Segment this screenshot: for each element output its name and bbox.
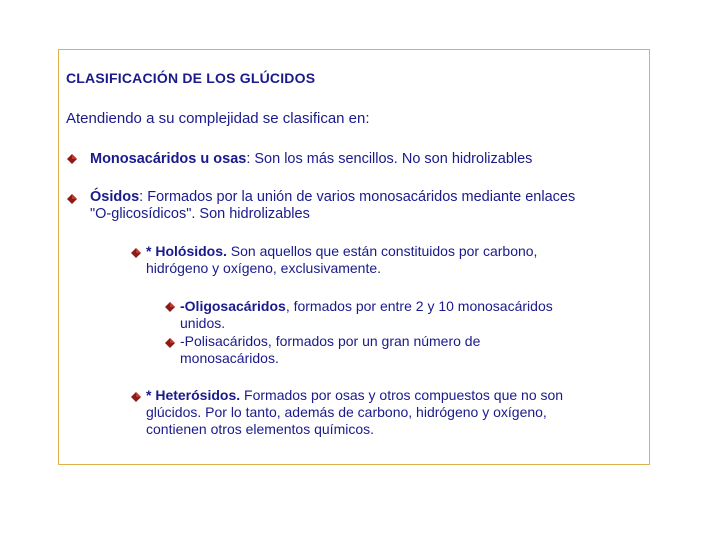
bullet-icon: [131, 248, 141, 258]
desc-heterosidos-line1: Formados por osas y otros compuestos que no son: [240, 387, 564, 403]
desc-monosacaridos: : Son los más sencillos. No son hidrolizables: [246, 151, 533, 167]
page-title: CLASIFICACIÓN DE LOS GLÚCIDOS: [66, 70, 316, 86]
bullet-icon: [67, 154, 77, 164]
intro-text: Atendiendo a su complejidad se clasifican en:: [66, 110, 370, 127]
list-item-polisacaridos: [180, 333, 480, 367]
desc-holosidos-line2: hidrógeno y oxígeno, exclusivamente.: [146, 260, 382, 276]
term-osidos: Ósidos: [90, 189, 140, 205]
desc-heterosidos-line3: contienen otros elementos químicos.: [146, 421, 375, 437]
desc-osidos-line1: : Formados por la unión de varios monosacáridos mediante enlaces: [139, 189, 576, 205]
list-item-monosacaridos: [90, 151, 532, 168]
desc-oligosacaridos-line1: , formados por entre 2 y 10 monosacáridos: [285, 298, 553, 314]
term-heterosidos: * Heterósidos.: [146, 387, 241, 403]
list-item-osidos: [90, 189, 575, 223]
desc-osidos-line2: "O-glicosídicos". Son hidrolizables: [90, 206, 310, 222]
desc-oligosacaridos-line2: unidos.: [180, 315, 226, 331]
list-item-heterosidos: [146, 387, 563, 438]
term-holosidos: * Holósidos.: [146, 243, 227, 259]
bullet-icon: [131, 392, 141, 402]
desc-heterosidos-line2: glúcidos. Por lo tanto, además de carbono, hidrógeno y oxígeno,: [146, 404, 547, 420]
list-item-holosidos: [146, 243, 537, 277]
desc-holosidos-line1: Son aquellos que están constituidos por carbono,: [226, 243, 538, 259]
desc-polisacaridos-line1: -Polisacáridos, formados por un gran número de: [180, 333, 481, 349]
desc-polisacaridos-line2: monosacáridos.: [180, 350, 279, 366]
bullet-icon: [165, 338, 175, 348]
term-oligosacaridos: -Oligosacáridos: [180, 298, 286, 314]
list-item-oligosacaridos: [180, 298, 553, 332]
term-monosacaridos: Monosacáridos u osas: [90, 151, 247, 167]
bullet-icon: [67, 194, 77, 204]
bullet-icon: [165, 302, 175, 312]
